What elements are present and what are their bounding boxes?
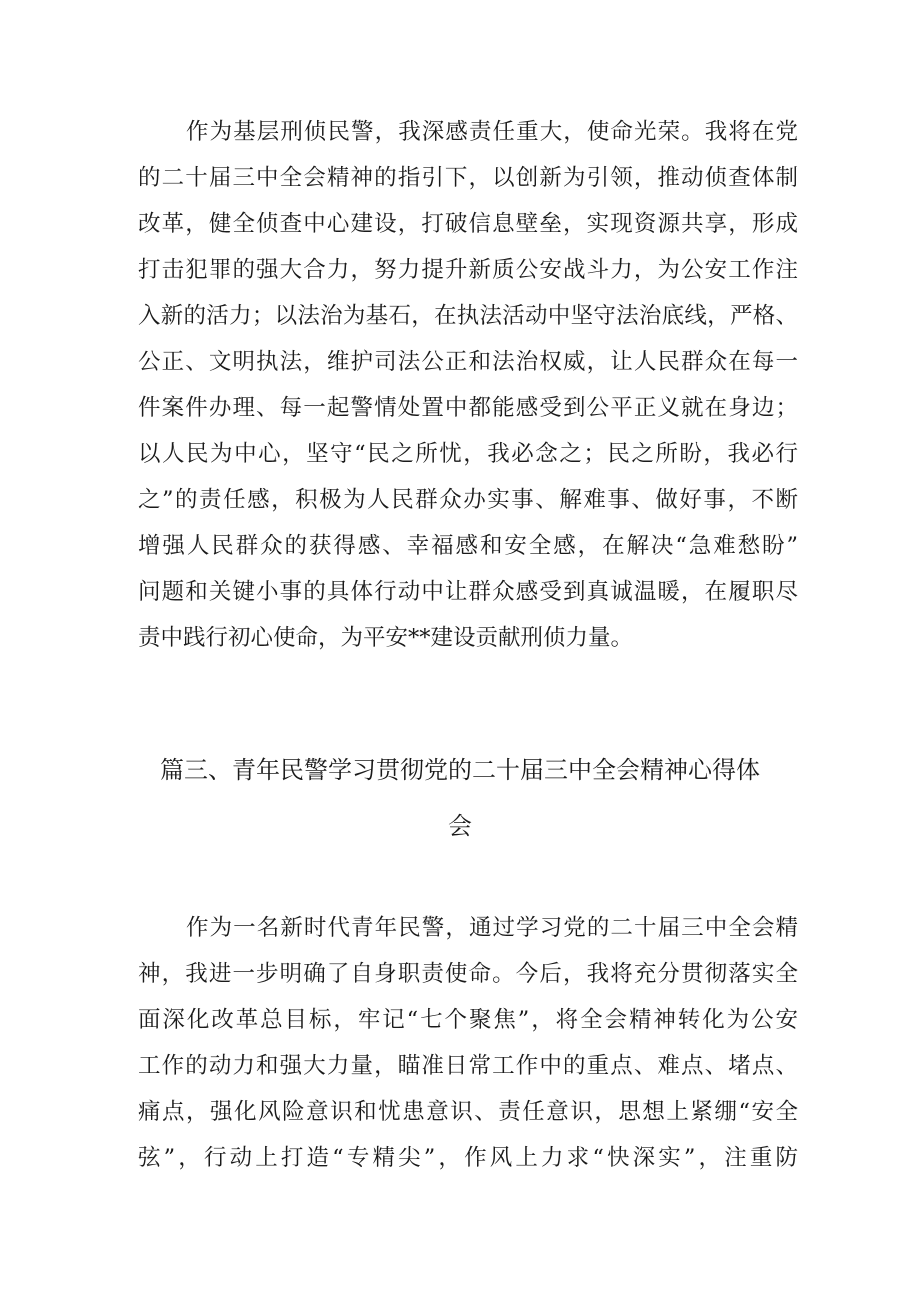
paragraph-line: 件案件办理、每一起警情处置中都能感受到公平正义就在身边； [138, 395, 798, 421]
heading-line: 篇三、青年民警学习贯彻党的二十届三中全会精神心得体 [160, 756, 760, 784]
paragraph-line: 改革，健全侦查中心建设，打破信息壁垒，实现资源共享，形成 [138, 211, 798, 237]
paragraph-line: 的二十届三中全会精神的指引下，以创新为引领，推动侦查体制 [138, 165, 798, 191]
paragraph-line: 痛点，强化风险意识和忧患意识、责任意识，思想上紧绷“安全 [138, 1099, 798, 1125]
paragraph-line: 问题和关键小事的具体行动中让群众感受到真诚温暖，在履职尽 [138, 579, 798, 605]
paragraph-line: 工作的动力和强大力量，瞄准日常工作中的重点、难点、堵点、 [138, 1053, 798, 1079]
paragraph-line: 打击犯罪的强大合力，努力提升新质公安战斗力，为公安工作注 [138, 257, 798, 283]
paragraph-line: 以人民为中心，坚守“民之所忧，我必念之；民之所盼，我必行 [138, 441, 798, 467]
paragraph-line: 增强人民群众的获得感、幸福感和安全感，在解决“急难愁盼” [138, 533, 798, 559]
paragraph-line: 神，我进一步明确了自身职责使命。今后，我将充分贯彻落实全 [138, 961, 798, 987]
paragraph-line: 之”的责任感，积极为人民群众办实事、解难事、做好事，不断 [138, 487, 798, 513]
paragraph-line: 责中践行初心使命，为平安**建设贡献刑侦力量。 [138, 625, 634, 651]
paragraph-line: 面深化改革总目标，牢记“七个聚焦”，将全会精神转化为公安 [138, 1007, 798, 1033]
paragraph-line: 入新的活力；以法治为基石，在执法活动中坚守法治底线，严格、 [138, 303, 798, 329]
paragraph-line: 弦”，行动上打造“专精尖”，作风上力求“快深实”，注重防 [138, 1145, 798, 1171]
paragraph-line: 作为基层刑侦民警，我深感责任重大，使命光荣。我将在党 [186, 119, 798, 145]
paragraph-line: 作为一名新时代青年民警，通过学习党的二十届三中全会精 [186, 915, 798, 941]
heading-line: 会 [448, 812, 472, 840]
paragraph-line: 公正、文明执法，维护司法公正和法治权威，让人民群众在每一 [138, 349, 798, 375]
